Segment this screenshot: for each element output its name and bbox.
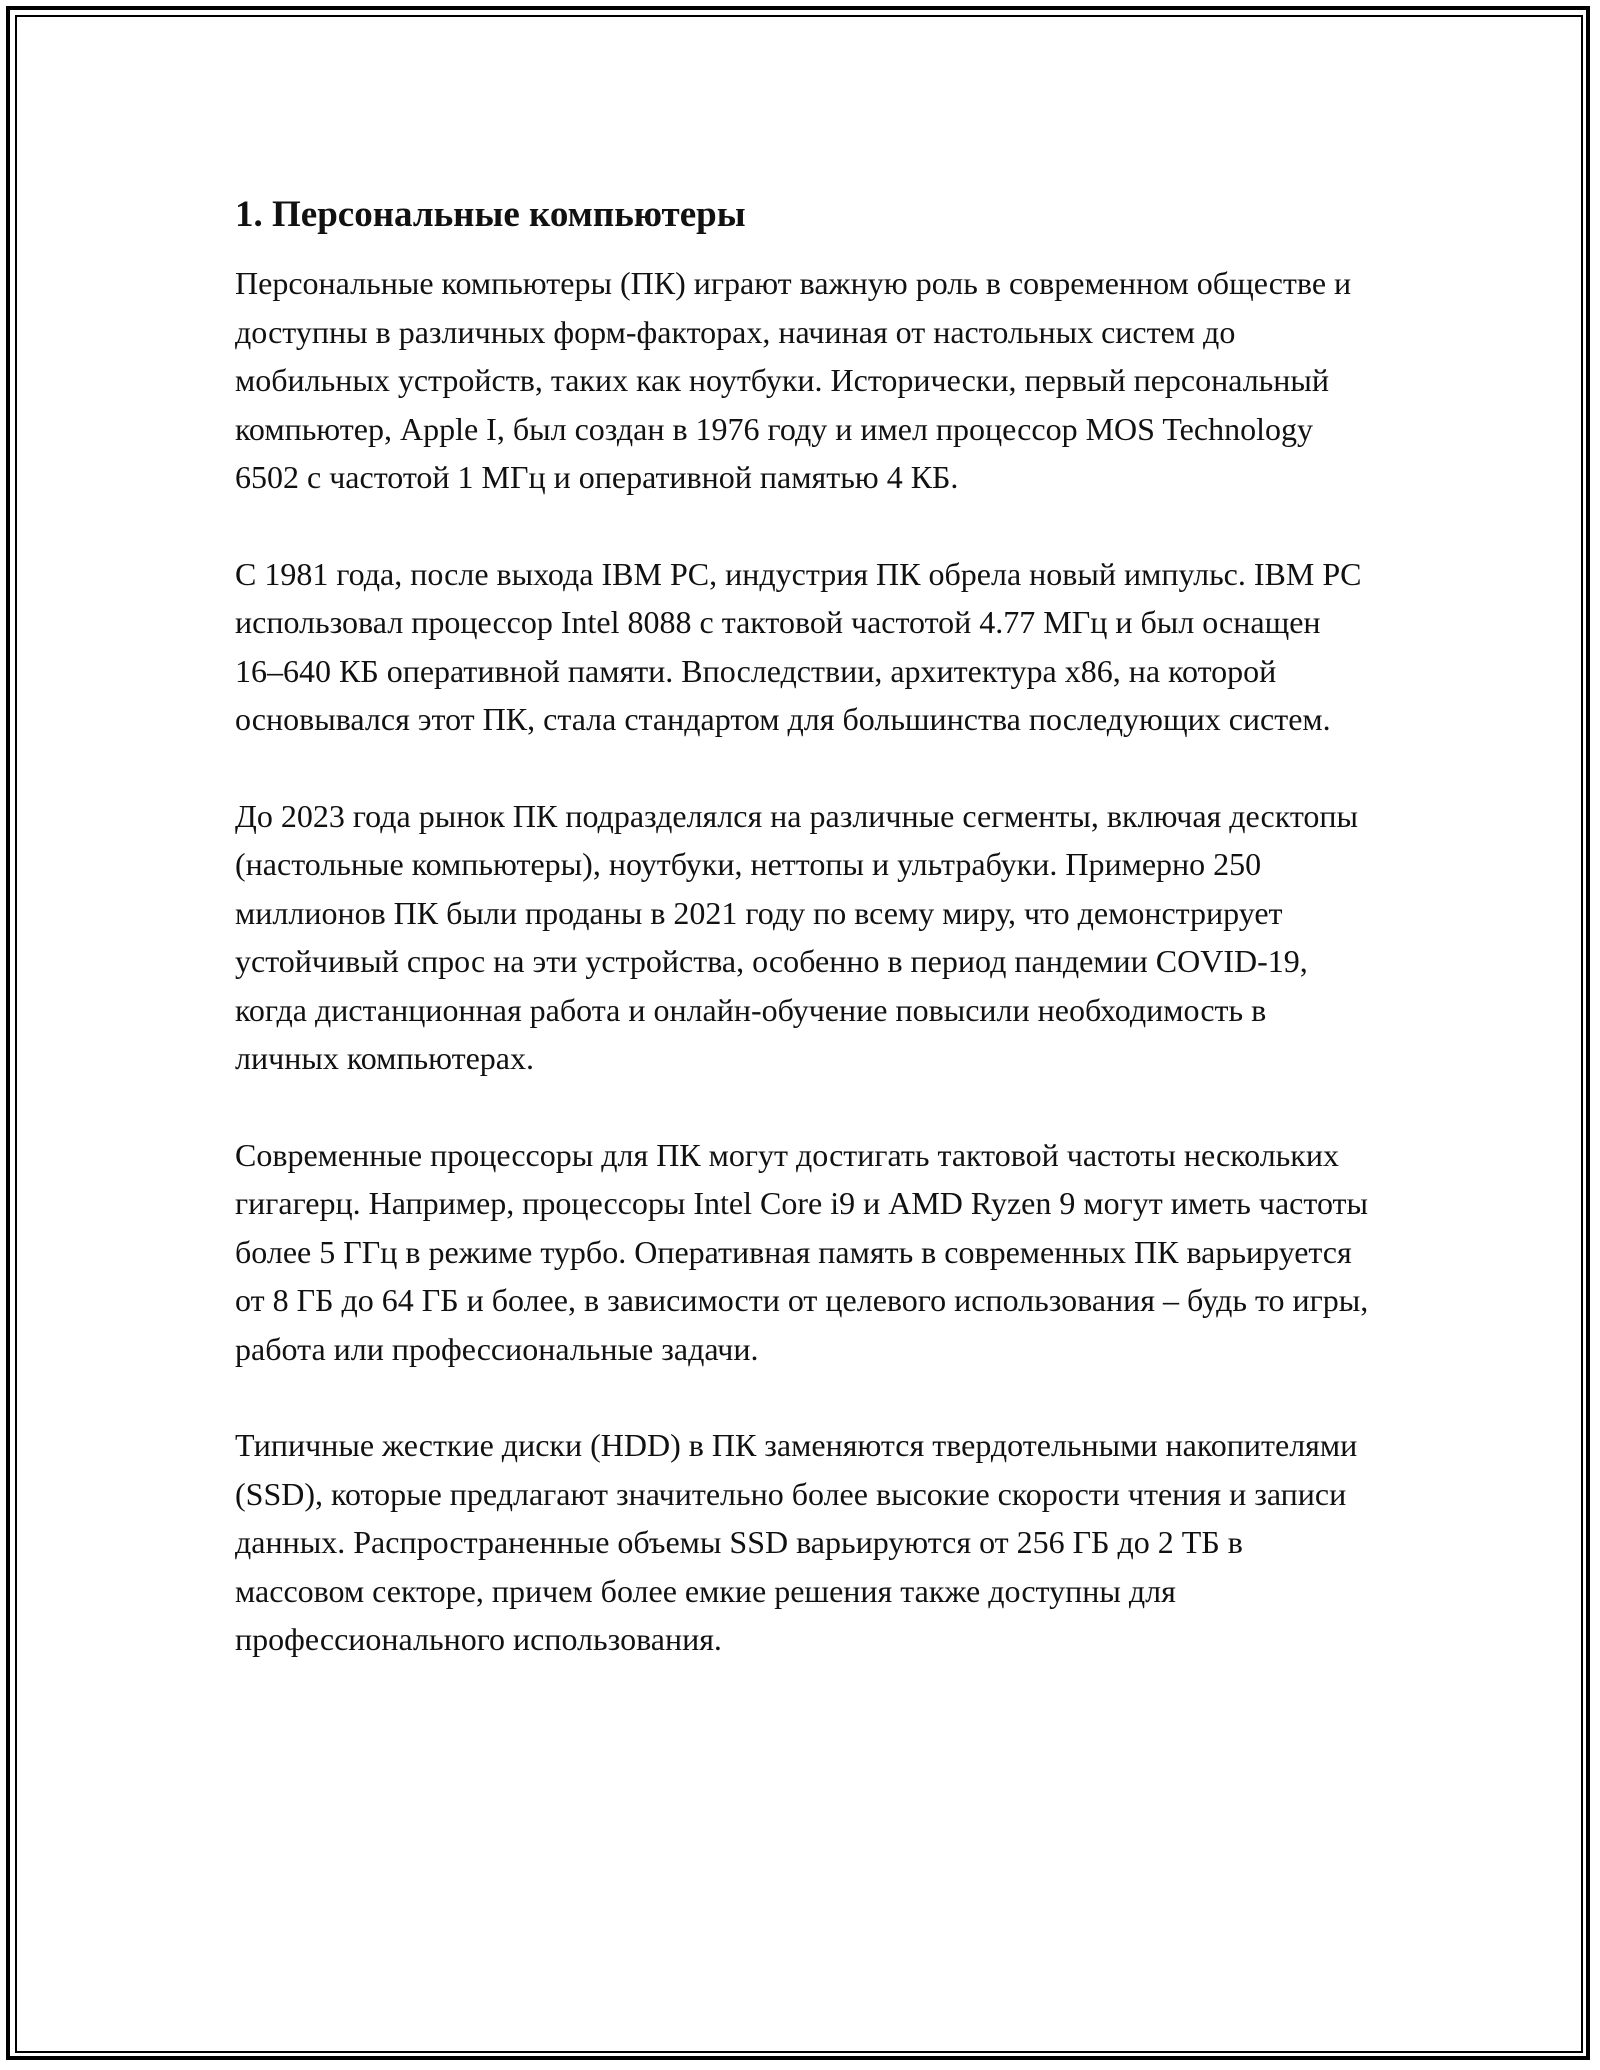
paragraph-ibm-pc: С 1981 года, после выхода IBM PC, индустрия ПК обрела новый импульс. IBM PC использовал процессор Intel 8088 с тактовой частотой 4.77 МГц и был оснащен 16–640 КБ оперативной памяти. Впоследствии, архитектура x86, на которой основывался этот ПК, стала стандартом для большинства последующих систем.: [235, 555, 1362, 737]
section-heading: 1. Персональные компьютеры: [235, 194, 746, 235]
paragraph-intro: Персональные компьютеры (ПК) играют важную роль в современном обществе и доступны в различных форм-факторах, начиная от настольных систем до мобильных устройств, таких как ноутбуки. Исторически, первый персональный компьютер, Apple I, был создан в 1976 году и имел процессор MOS Technology 6502 с частотой 1 МГц и оперативной памятью 4 КБ.: [235, 265, 1352, 495]
paragraph-storage: Типичные жесткие диски (HDD) в ПК заменяются твердотельными накопителями (SSD), которые предлагают значительно более высокие скорости чтения и записи данных. Распространенные объемы SSD варьируются от 256 ГБ до 2 ТБ в массовом секторе, причем более емкие решения также доступны для профессионального использования.: [235, 1427, 1358, 1657]
document-body: [235, 185, 1375, 1712]
paragraph-market: До 2023 года рынок ПК подразделялся на различные сегменты, включая десктопы (настольные компьютеры), ноутбуки, неттопы и ультрабуки. Примерно 250 миллионов ПК были проданы в 2021 году по всему миру, что демонстрирует устойчивый спрос на эти устройства, особенно в период пандемии COVID-19, когда дистанционная работа и онлайн-обучение повысили необходимость в личных компьютерах.: [235, 797, 1359, 1076]
paragraph-processors: Современные процессоры для ПК могут достигать тактовой частоты нескольких гигагерц. Например, процессоры Intel Core i9 и AMD Ryzen 9 могут иметь частоты более 5 ГГц в режиме турбо. Оперативная память в современных ПК варьируется от 8 ГБ до 64 ГБ и более, в зависимости от целевого использования – будь то игры, работа или профессиональные задачи.: [235, 1136, 1369, 1367]
